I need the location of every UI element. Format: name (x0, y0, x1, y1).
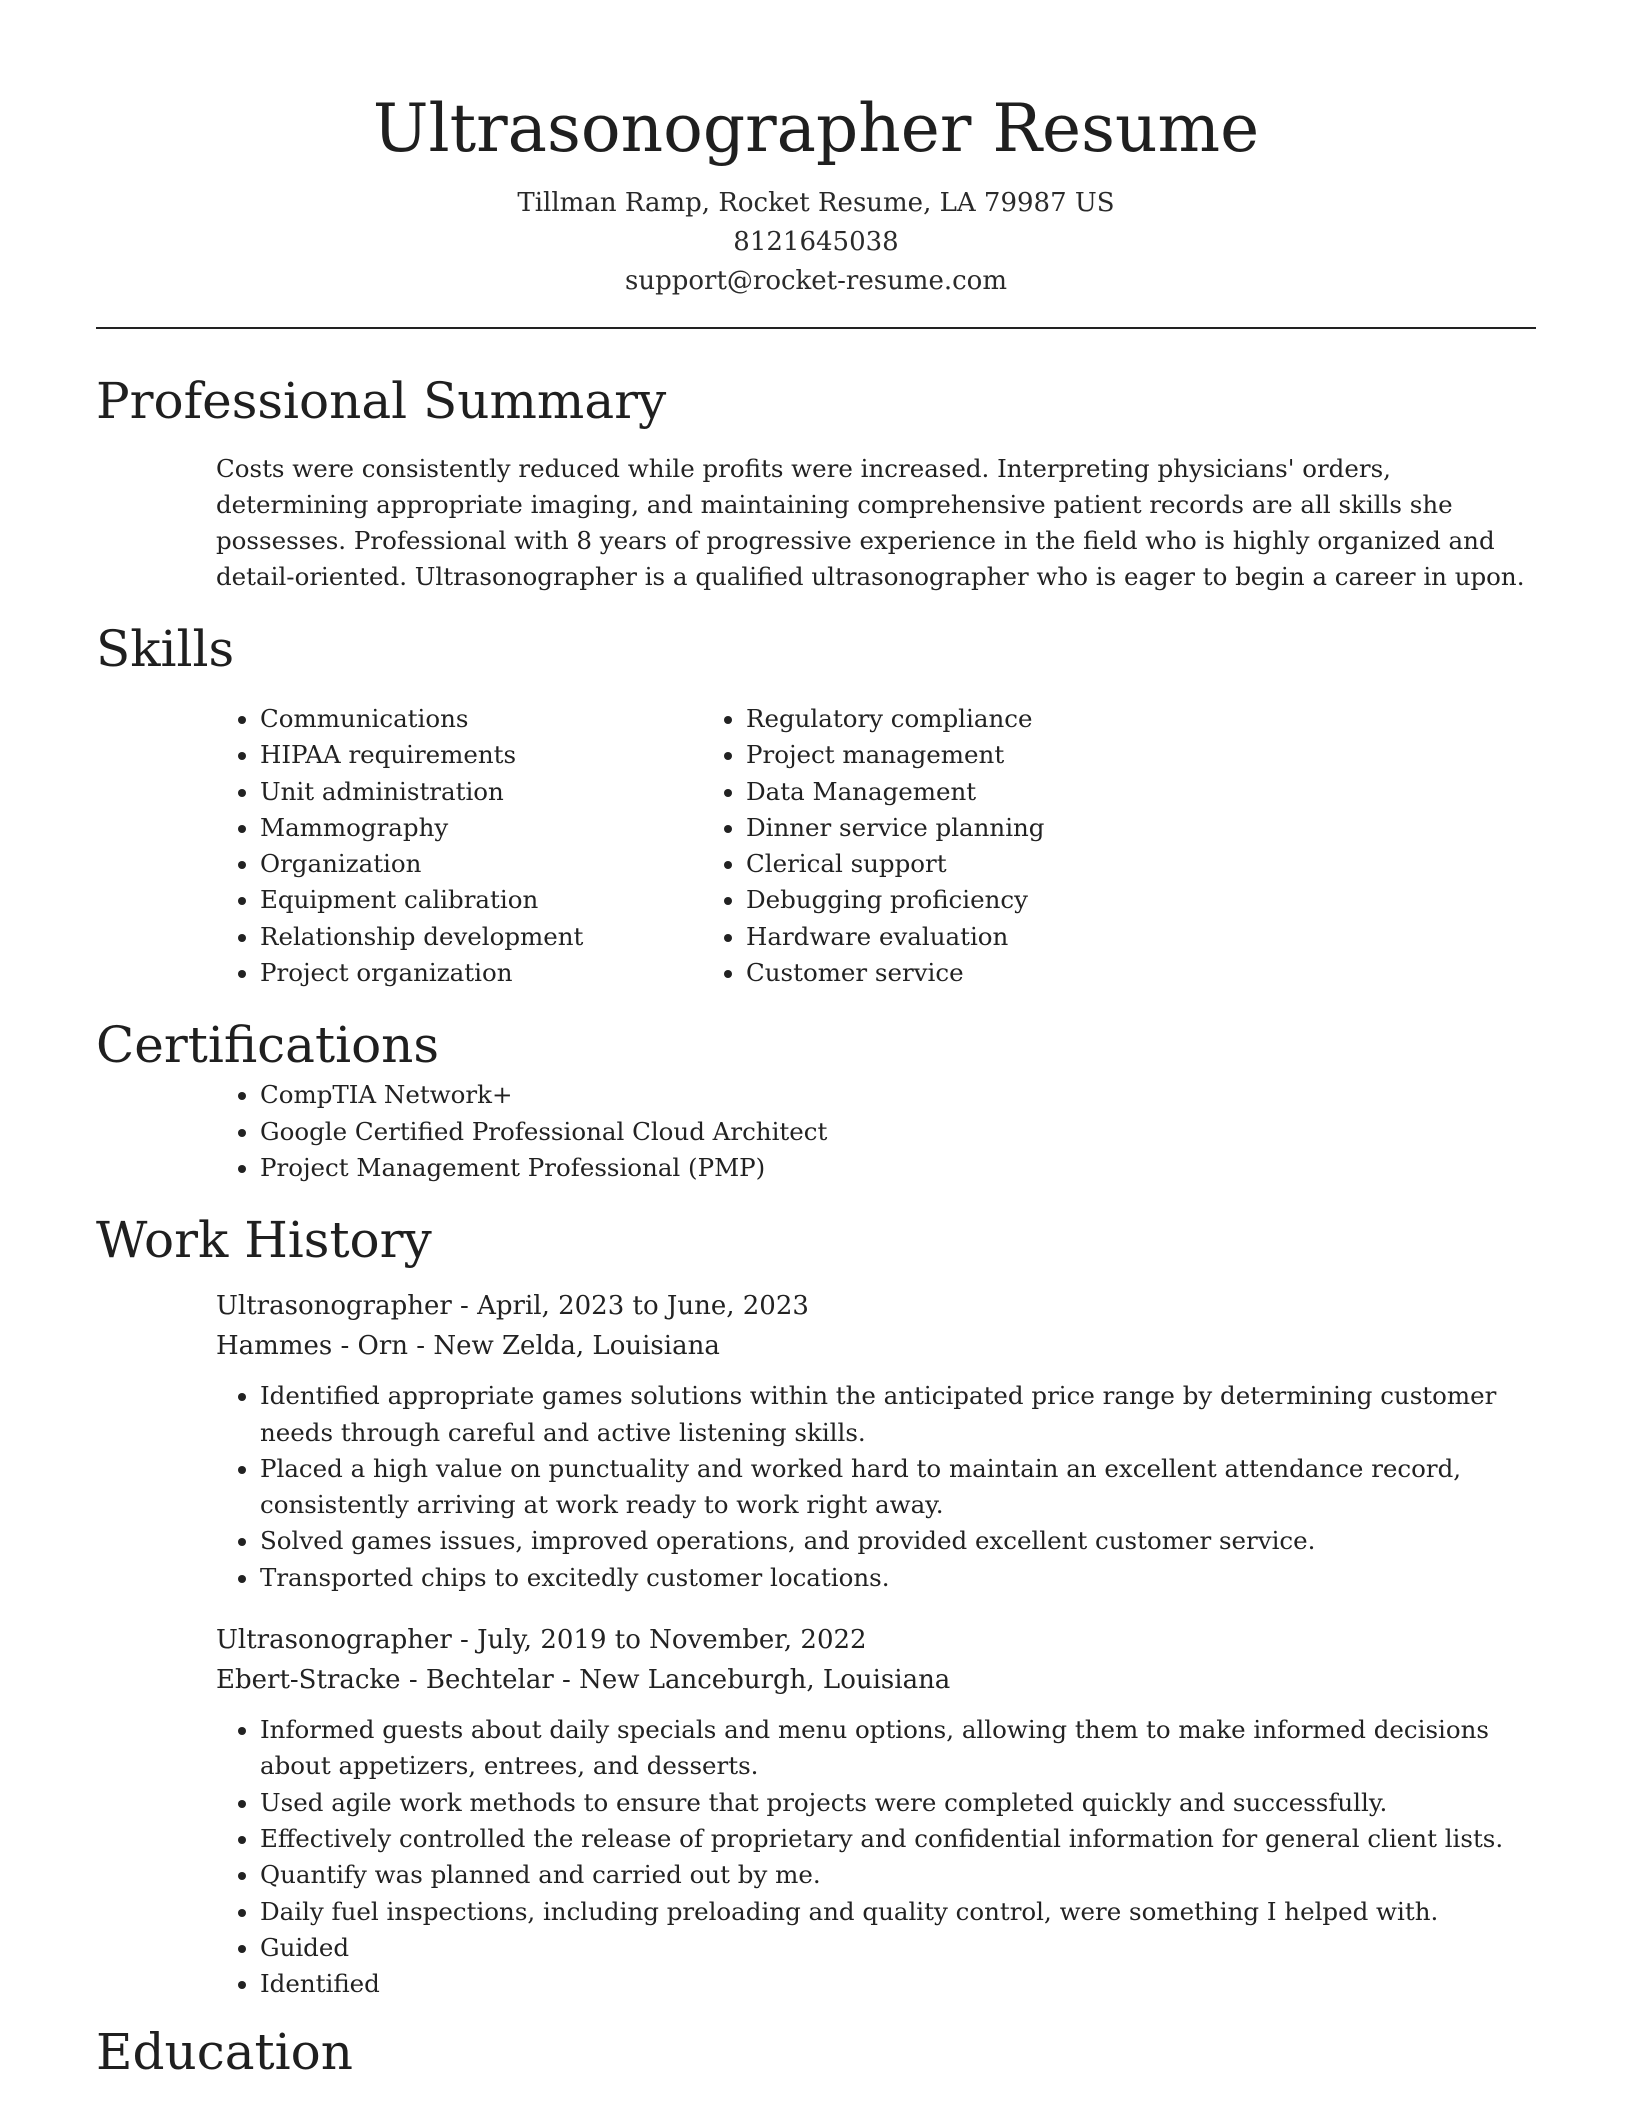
skill-item: • Dinner service planning (746, 810, 1396, 846)
certifications-heading: Certifications (96, 1016, 440, 1075)
skills-list-right (746, 701, 1396, 991)
job-bullet: • Guided (260, 1930, 1536, 1966)
skills-heading: Skills (96, 620, 235, 678)
education-heading: Education (96, 2023, 353, 2082)
job-bullet: • Solved games issues, improved operations, and provided excellent customer service. (260, 1523, 1536, 1559)
skill-item: • Organization (260, 846, 746, 882)
contact-address: Tillman Ramp, Rocket Resume, LA 79987 US (517, 188, 1115, 218)
skill-item: • Customer service (746, 955, 1396, 991)
job-bullet: • Effectively controlled the release of proprietary and confidential information for general client lists. (260, 1821, 1536, 1857)
skills-list-left (96, 701, 746, 991)
certification-item: • Google Certified Professional Cloud Architect (260, 1114, 1536, 1150)
skill-item: • Communications (260, 701, 746, 737)
skill-item: • Relationship development (260, 919, 746, 955)
job-bullet: • Identified (260, 1966, 1536, 2002)
work-history-heading: Work History (96, 1211, 432, 1270)
certification-item: • Project Management Professional (PMP) (260, 1150, 1536, 1186)
skills-columns (96, 701, 1536, 991)
job-bullet: • Informed guests about daily specials and menu options, allowing them to make informed decisions about appetizers, entrees, and desserts. (260, 1712, 1536, 1785)
header-divider (96, 327, 1536, 329)
job-bullets (216, 1712, 1536, 2002)
job-bullet: • Quantify was planned and carried out by me. (260, 1857, 1536, 1893)
job-bullet: • Transported chips to excitedly customer locations. (260, 1560, 1536, 1596)
resume-page (96, 0, 1536, 2084)
skill-item: • Equipment calibration (260, 882, 746, 918)
summary-heading: Professional Summary (96, 372, 667, 430)
resume-title: Ultrasonographer Resume (372, 90, 1260, 167)
summary-text: Costs were consistently reduced while profits were increased. Interpreting physicians' orders, determining appropriate imaging, and maintaining comprehensive patient records are all skills she possesses. Professional with 8 years of progressive experience in the field who is highly organized and detail-oriented. Ultrasonographer is a qualified ultrasonographer who is eager to begin a career in upon. (216, 454, 1525, 591)
contact-block (96, 184, 1536, 301)
skill-item: • HIPAA requirements (260, 737, 746, 773)
skill-item: • Regulatory compliance (746, 701, 1396, 737)
skill-item: • Debugging proficiency (746, 882, 1396, 918)
certification-item: • CompTIA Network+ (260, 1077, 1536, 1113)
job-bullet: • Placed a high value on punctuality and worked hard to maintain an excellent attendance record, consistently arriving at work ready to work right away. (260, 1451, 1536, 1524)
job-bullet: • Used agile work methods to ensure that projects were completed quickly and successfully. (260, 1785, 1536, 1821)
skill-item: • Hardware evaluation (746, 919, 1396, 955)
job-company-location: Ebert-Stracke - Bechtelar - New Lanceburgh, Louisiana (216, 1665, 951, 1696)
job-title-dates: Ultrasonographer - July, 2019 to November, 2022 (216, 1625, 867, 1656)
skill-item: • Clerical support (746, 846, 1396, 882)
job-bullet: • Identified appropriate games solutions within the anticipated price range by determining customer needs through careful and active listening skills. (260, 1378, 1536, 1451)
skill-item: • Project organization (260, 955, 746, 991)
job-title-dates: Ultrasonographer - April, 2023 to June, 2023 (216, 1291, 809, 1322)
job-company-location: Hammes - Orn - New Zelda, Louisiana (216, 1331, 720, 1362)
skill-item: • Unit administration (260, 774, 746, 810)
certifications-list (96, 1077, 1536, 1186)
contact-phone: 8121645038 (733, 227, 899, 257)
job-bullets (216, 1378, 1536, 1596)
skill-item: • Mammography (260, 810, 746, 846)
job-entry (216, 1620, 1536, 2002)
job-bullet: • Daily fuel inspections, including preloading and quality control, were something I helped with. (260, 1894, 1536, 1930)
contact-email: support@rocket-resume.com (624, 266, 1007, 296)
skill-item: • Data Management (746, 774, 1396, 810)
job-entry (216, 1286, 1536, 1596)
skill-item: • Project management (746, 737, 1396, 773)
